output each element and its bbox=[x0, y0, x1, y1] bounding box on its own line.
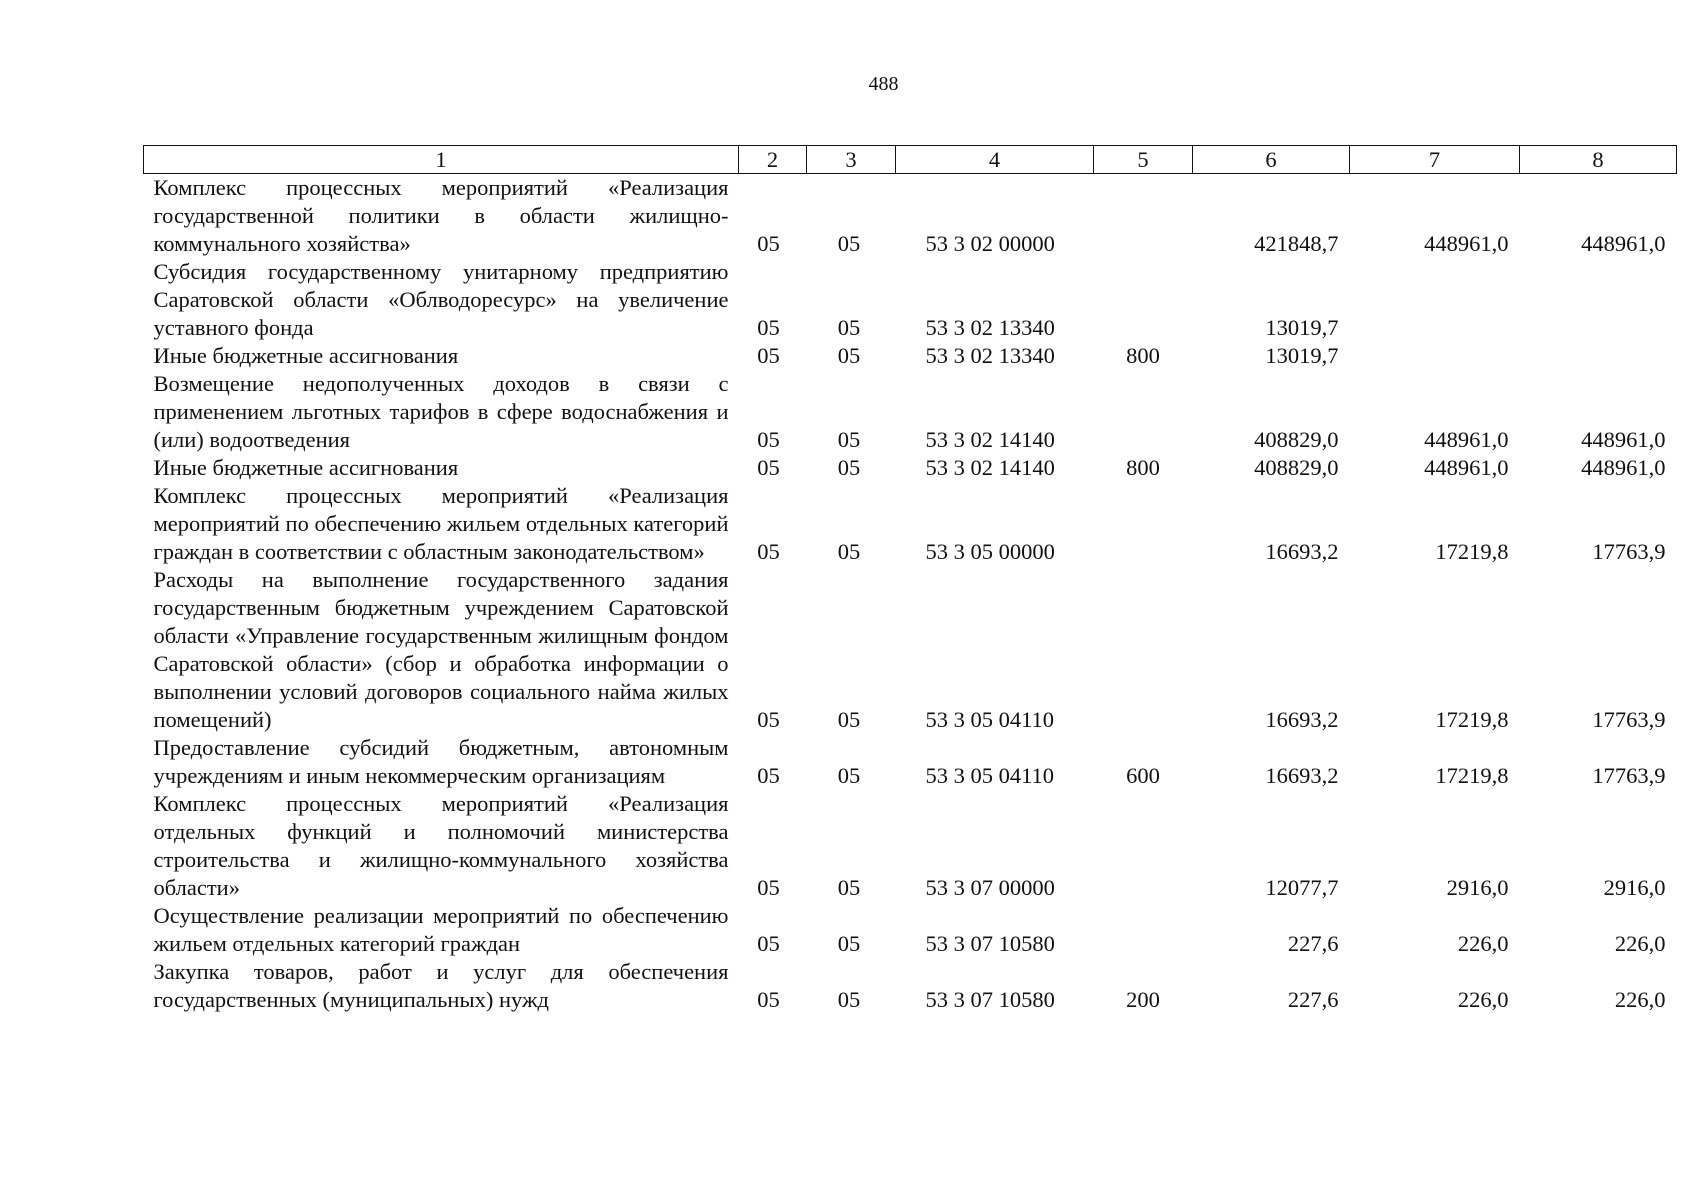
budget-table bbox=[143, 145, 1677, 1014]
target-article-code: 53 3 02 13340 bbox=[925, 343, 1055, 368]
table-row bbox=[144, 902, 1677, 958]
section-code: 05 bbox=[757, 763, 780, 788]
amount-year-3: 2916,0 bbox=[1603, 875, 1666, 900]
amount-year-1: 12077,7 bbox=[1265, 875, 1339, 900]
row-name: Осуществление реализации мероприятий по обеспечению жильем отдельных категорий граждан bbox=[153, 903, 729, 956]
expense-type-code: 200 bbox=[1126, 987, 1160, 1012]
amount-year-3: 226,0 bbox=[1614, 931, 1666, 956]
target-article-code: 53 3 07 10580 bbox=[925, 987, 1055, 1012]
amount-year-1: 421848,7 bbox=[1254, 231, 1339, 256]
section-code: 05 bbox=[757, 231, 780, 256]
row-name: Закупка товаров, работ и услуг для обеспечения государственных (муниципальных) нужд bbox=[153, 959, 729, 1012]
page-number: 488 bbox=[868, 73, 899, 95]
amount-year-3: 448961,0 bbox=[1581, 427, 1666, 452]
subsection-code: 05 bbox=[837, 455, 861, 480]
amount-year-1: 13019,7 bbox=[1265, 315, 1339, 340]
table-row bbox=[144, 342, 1677, 370]
table-row bbox=[144, 790, 1677, 902]
subsection-code: 05 bbox=[837, 539, 861, 564]
subsection-code: 05 bbox=[837, 315, 861, 340]
subsection-code: 05 bbox=[837, 931, 861, 956]
column-number-row bbox=[144, 146, 1677, 174]
table-row bbox=[144, 734, 1677, 790]
amount-year-3: 17763,9 bbox=[1592, 763, 1666, 788]
subsection-code: 05 bbox=[837, 763, 861, 788]
amount-year-3: 448961,0 bbox=[1581, 455, 1666, 480]
table-row bbox=[144, 370, 1677, 454]
expense-type-code bbox=[1094, 482, 1193, 566]
amount-year-2: 448961,0 bbox=[1424, 427, 1509, 452]
amount-year-2: 17219,8 bbox=[1435, 763, 1509, 788]
amount-year-2: 17219,8 bbox=[1435, 707, 1509, 732]
subsection-code: 05 bbox=[837, 427, 861, 452]
column-number: 4 bbox=[896, 146, 1094, 174]
column-number: 6 bbox=[1193, 146, 1350, 174]
table-row bbox=[144, 482, 1677, 566]
expense-type-code bbox=[1094, 566, 1193, 734]
target-article-code: 53 3 05 00000 bbox=[925, 539, 1055, 564]
row-name: Комплекс процессных мероприятий «Реализация отдельных функций и полномочий министерства строительства и жилищно-коммунального хозяйства области» bbox=[153, 791, 729, 900]
column-number: 8 bbox=[1520, 146, 1677, 174]
amount-year-1: 16693,2 bbox=[1265, 707, 1339, 732]
row-name: Возмещение недополученных доходов в связи с применением льготных тарифов в сфере водоснабжения и (или) водоотведения bbox=[153, 371, 729, 452]
amount-year-2: 2916,0 bbox=[1446, 875, 1509, 900]
amount-year-1: 227,6 bbox=[1287, 931, 1339, 956]
amount-year-2: 226,0 bbox=[1457, 931, 1509, 956]
amount-year-1: 13019,7 bbox=[1265, 343, 1339, 368]
amount-year-2 bbox=[1350, 258, 1520, 342]
subsection-code: 05 bbox=[837, 707, 861, 732]
table-row bbox=[144, 958, 1677, 1014]
amount-year-3: 17763,9 bbox=[1592, 539, 1666, 564]
section-code: 05 bbox=[757, 875, 780, 900]
amount-year-3: 226,0 bbox=[1614, 987, 1666, 1012]
column-number: 2 bbox=[739, 146, 807, 174]
section-code: 05 bbox=[757, 931, 780, 956]
expense-type-code: 600 bbox=[1126, 763, 1160, 788]
amount-year-2: 448961,0 bbox=[1424, 231, 1509, 256]
row-name: Иные бюджетные ассигнования bbox=[153, 343, 459, 368]
amount-year-1: 408829,0 bbox=[1254, 427, 1339, 452]
target-article-code: 53 3 02 14140 bbox=[925, 427, 1055, 452]
row-name: Расходы на выполнение государственного задания государственным бюджетным учреждением Саратовской области «Управление государственным жилищным фондом Саратовской области» (сбор и обработка информации о выполнении условий договоров социального найма жилых помещений) bbox=[153, 567, 729, 732]
table-row bbox=[144, 258, 1677, 342]
target-article-code: 53 3 02 14140 bbox=[925, 455, 1055, 480]
target-article-code: 53 3 05 04110 bbox=[925, 707, 1055, 732]
section-code: 05 bbox=[757, 427, 780, 452]
table-row bbox=[144, 454, 1677, 482]
column-number: 7 bbox=[1350, 146, 1520, 174]
section-code: 05 bbox=[757, 987, 780, 1012]
target-article-code: 53 3 07 10580 bbox=[925, 931, 1055, 956]
expense-type-code bbox=[1094, 370, 1193, 454]
row-name: Иные бюджетные ассигнования bbox=[153, 455, 459, 480]
column-number: 1 bbox=[144, 146, 739, 174]
expense-type-code bbox=[1094, 258, 1193, 342]
amount-year-1: 16693,2 bbox=[1265, 539, 1339, 564]
row-name: Субсидия государственному унитарному предприятию Саратовской области «Облводоресурс» на увеличение уставного фонда bbox=[153, 259, 729, 340]
amount-year-3: 448961,0 bbox=[1581, 231, 1666, 256]
amount-year-1: 227,6 bbox=[1287, 987, 1339, 1012]
amount-year-1: 16693,2 bbox=[1265, 763, 1339, 788]
table-header bbox=[144, 146, 1677, 174]
expense-type-code bbox=[1094, 790, 1193, 902]
subsection-code: 05 bbox=[837, 987, 861, 1012]
amount-year-2: 448961,0 bbox=[1424, 455, 1509, 480]
section-code: 05 bbox=[757, 707, 780, 732]
target-article-code: 53 3 07 00000 bbox=[925, 875, 1055, 900]
table-row bbox=[144, 174, 1677, 259]
column-number: 3 bbox=[807, 146, 896, 174]
table-body bbox=[144, 174, 1677, 1015]
row-name: Предоставление субсидий бюджетным, автономным учреждениям и иным некоммерческим организациям bbox=[153, 735, 729, 788]
target-article-code: 53 3 02 13340 bbox=[925, 315, 1055, 340]
amount-year-3 bbox=[1520, 342, 1677, 370]
amount-year-2: 226,0 bbox=[1457, 987, 1509, 1012]
target-article-code: 53 3 02 00000 bbox=[925, 231, 1055, 256]
row-name: Комплекс процессных мероприятий «Реализация государственной политики в области жилищно-коммунального хозяйства» bbox=[153, 175, 729, 256]
amount-year-3 bbox=[1520, 258, 1677, 342]
target-article-code: 53 3 05 04110 bbox=[925, 763, 1055, 788]
section-code: 05 bbox=[757, 315, 780, 340]
amount-year-2 bbox=[1350, 342, 1520, 370]
column-number: 5 bbox=[1094, 146, 1193, 174]
row-name: Комплекс процессных мероприятий «Реализация мероприятий по обеспечению жильем отдельных категорий граждан в соответствии с областным законодательством» bbox=[153, 483, 729, 564]
table-row bbox=[144, 566, 1677, 734]
section-code: 05 bbox=[757, 539, 780, 564]
section-code: 05 bbox=[757, 455, 780, 480]
subsection-code: 05 bbox=[837, 231, 861, 256]
subsection-code: 05 bbox=[837, 875, 861, 900]
amount-year-2: 17219,8 bbox=[1435, 539, 1509, 564]
expense-type-code: 800 bbox=[1126, 455, 1160, 480]
amount-year-3: 17763,9 bbox=[1592, 707, 1666, 732]
expense-type-code bbox=[1094, 174, 1193, 259]
amount-year-1: 408829,0 bbox=[1254, 455, 1339, 480]
expense-type-code bbox=[1094, 902, 1193, 958]
subsection-code: 05 bbox=[837, 343, 861, 368]
section-code: 05 bbox=[757, 343, 780, 368]
expense-type-code: 800 bbox=[1126, 343, 1160, 368]
